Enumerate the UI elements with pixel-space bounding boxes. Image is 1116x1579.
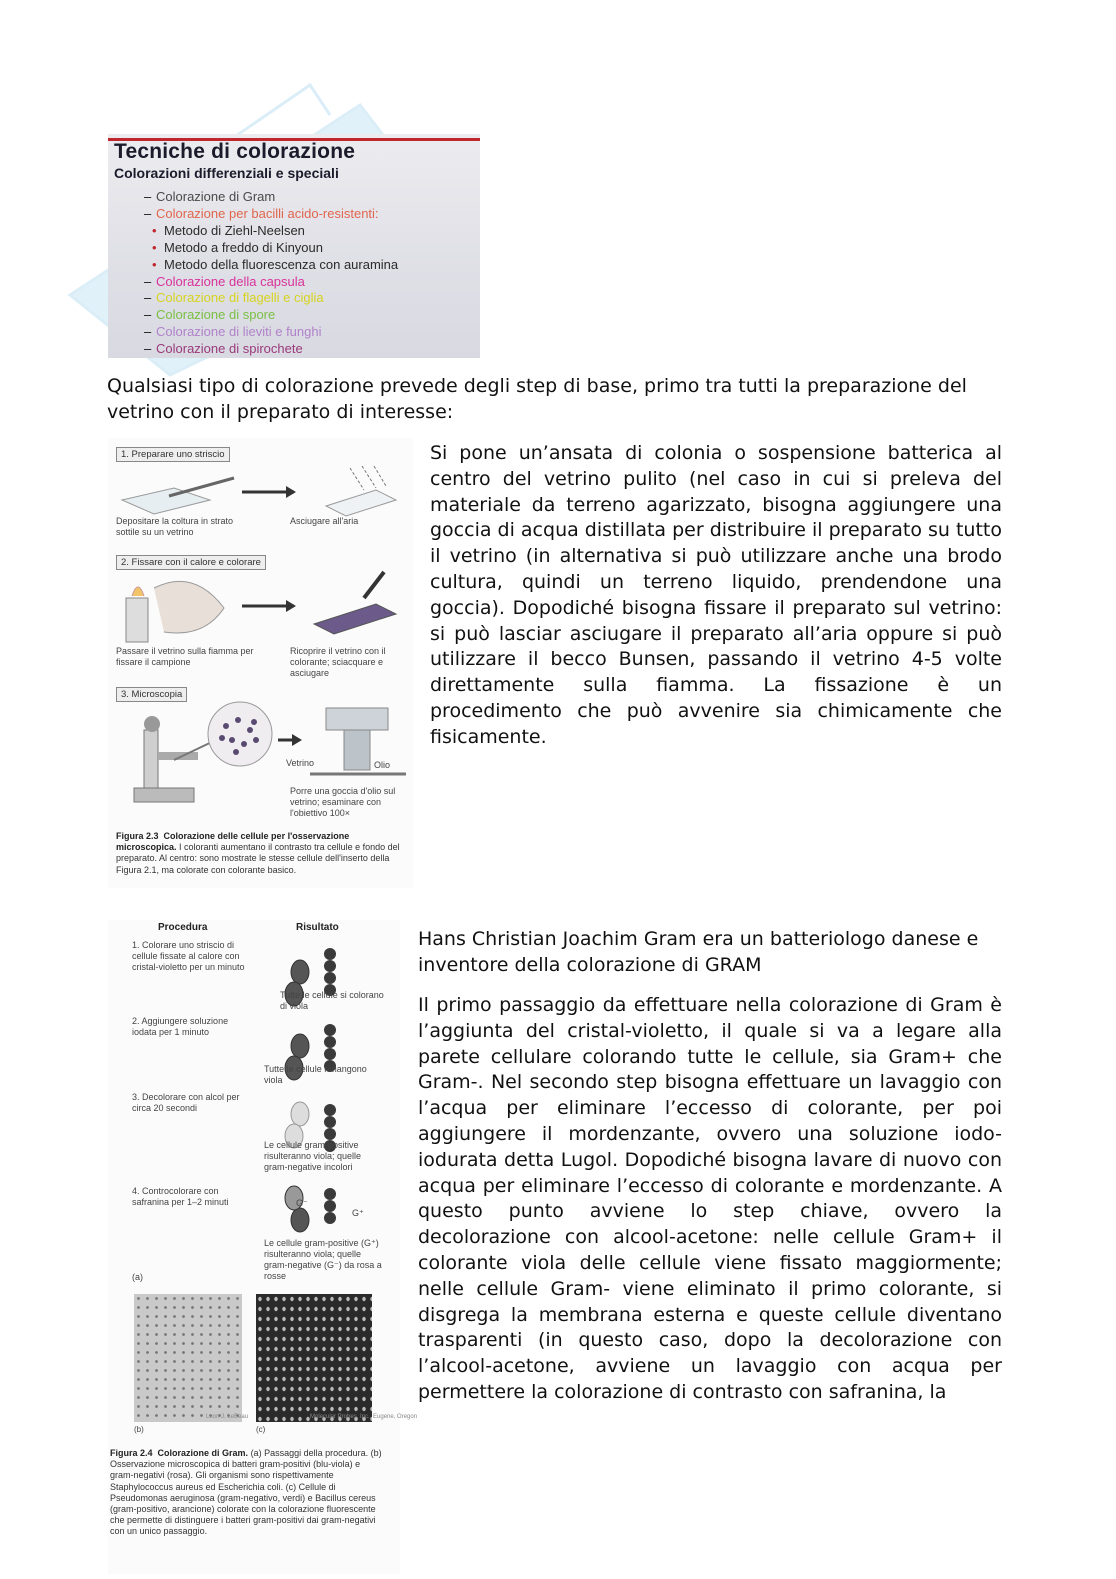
paragraph-gram-procedure: Il primo passaggio da effettuare nella colorazione di Gram è l’aggiunta del cristal-violetto, il quale si va a legare alla parete cellulare colorando tutte le cellule, sia Gram+ che Gram-. Nel secondo step bisogna effettuare un lavaggio con l’acqua per eliminare l’eccesso di colorante, per poi aggiungere il mordenzante, ovvero una soluzione iodo-iodurata detta Lugol. Dopodiché bisogna lavare di nuovo con acqua per eliminare l’eccesso di colorante e mordenzante. A questo punto avviene lo step chiave, ovvero la decolorazione con alcool-acetone: nelle cellule Gram+ il colorante viola delle cellule viene fissato maggiormente; nelle cellule Gram- viene eliminato il primo colorante, si disgrega la membrana esterna e queste cellule diventano trasparenti (in questo caso, dopo la decolorazione con l’alcool-acetone, avviene un lavaggio con acqua per permettere la colorazione di contrasto con safranina, la (418, 994, 1002, 1403)
procedure-step: 1. Colorare uno striscio di cellule fissate al calore con cristal-violetto per un minuto (132, 940, 245, 972)
slide-subtitle: Colorazioni differenziali e speciali (114, 165, 339, 181)
slide-item: – Colorazione per bacilli acido-resistenti: (144, 205, 379, 221)
slide-item: • Metodo a freddo di Kinyoun (152, 239, 323, 255)
micrograph-c (256, 1294, 372, 1422)
intro-paragraph: Qualsiasi tipo di colorazione prevede degli step di base, primo tra tutti la preparazione del vetrino con il preparato di interesse: (107, 375, 967, 423)
slide-image (108, 134, 480, 358)
figure-caption: Figura 2.3 Colorazione delle cellule per l'osservazione microscopica. I coloranti aumentano il contrasto tra cellule e fondo del preparato. Al centro: sono mostrate le stesse cellule dell'inserto della Figura 2.1, ma colorate con colorante basico. (116, 831, 400, 875)
procedure-step: 2. Aggiungere soluzione iodata per 1 minuto (132, 1016, 229, 1037)
result-text: Tutte le cellule si colorano di viola (280, 990, 384, 1011)
procedure-step: 4. Controcolorare con safranina per 1–2 minuti (132, 1186, 229, 1207)
step-tag: 3. Microscopia (116, 687, 187, 702)
figure-2-4: Procedura Risultato 1. Colorare uno striscio di cellule fissate al calore con cristal-violetto per un minuto 2. Aggiungere soluzione iodata per 1 minuto 3. Decolorare con alcol per circa 20 secondi 4. Controcolorare con safranina per 1–2 minuti G⁻ G⁺ Tutte le cellule si colorano di viola Tutte le cellule rimangono viola Le cellule gram-positive risulteranno viola; quelle gram-negative incolori Le cellule gram-positive (G⁺) risulteranno viola; quelle gram-negative (G⁻) da rosa a rosse (a) (b) (c) Leon J. LeBeau Molecular Probes, Inc., Eugene, Oregon Figura 2.4 Colorazione di Gram. (a) Passaggi della procedura. (b) Osservazione microscopica di batteri gram-positivi (blu-viola) e gram-negativi (rosa). Gli organismi sono rispettivamente Staphylococcus aureus ed Escherichia coli. (c) Cellule di Pseudomonas aeruginosa (gram-negativo, verdi) e Bacillus cereus (gram-positivo, arancione) colorate con la colorazione fluorescente che permette di distinguere i batteri gram-positivi dai gram-negativi con un unico passaggio. (108, 920, 400, 1574)
smear-illustration (114, 460, 404, 522)
heat-fix-illustration (114, 568, 404, 648)
slide-item: – Colorazione di lieviti e funghi (144, 324, 322, 340)
slide-item: – Colorazione di spore (144, 307, 276, 323)
gram-cells-diagram (284, 938, 364, 1238)
gram-intro-paragraph: Hans Christian Joachim Gram era un batteriologo danese e inventore della colorazione di GRAM (418, 928, 979, 976)
micrograph-b (134, 1294, 242, 1422)
slide-item: • Metodo di Ziehl-Neelsen (152, 222, 305, 238)
figure-caption: Figura 2.4 Colorazione di Gram. (a) Passaggi della procedura. (b) Osservazione microscopica di batteri gram-positivi (blu-viola) e gram-negativi (rosa). Gli organismi sono rispettivamente Staphylococcus aureus ed Escherichia coli. (c) Cellule di Pseudomonas aeruginosa (gram-negativo, verdi) e Bacillus cereus (gram-positivo, arancione) colorate con la colorazione fluorescente che permette di distinguere i batteri gram-positivi dai gram-negativi con un unico passaggio. (110, 1448, 382, 1537)
step-tag: 2. Fissare con il calore e colorare (116, 555, 266, 570)
result-text: Tutte le cellule rimangono viola (264, 1064, 367, 1085)
slide-item: – Colorazione di flagelli e ciglia (144, 290, 324, 306)
slide-item: • Metodo della fluorescenza con auramina (152, 256, 399, 272)
slide-list (144, 189, 398, 358)
procedure-step: 3. Decolorare con alcol per circa 20 secondi (132, 1092, 240, 1113)
slide-item: – Colorazione di spirochete (144, 341, 303, 357)
slide-item: – Colorazione della capsula (144, 273, 305, 289)
figure-2-3: 1. Preparare uno striscio Depositare la coltura in strato sottile su un vetrino Asciugare all'aria 2. Fissare con il calore e colorare Passare il vetrino sulla fiamma per fissare il campione Ricoprire il vetrino con il colorante; sciacquare e asciugare 3. Microscopia Vetrino Olio Porre una goccia d'olio sul vetrino; esaminare con l'obiettivo 100× Figura 2.3 Colorazione delle cellule per l'osservazione microscopica. I coloranti aumentano il contrasto tra cellule e fondo del preparato. Al centro: sono mostrate le stesse cellule dell'inserto della Figura 2.1, ma colorate con colorante basico. (108, 438, 413, 888)
step-tag: 1. Preparare uno striscio (116, 447, 230, 462)
slide-title: Tecniche di colorazione (114, 140, 356, 163)
result-text: Le cellule gram-positive risulteranno viola; quelle gram-negative incolori (264, 1140, 362, 1172)
slide-item: – Colorazione di Gram (144, 189, 276, 204)
result-text: Le cellule gram-positive (G⁺) risulteranno viola; quelle gram-negative (G⁻) da rosa a rosse (264, 1238, 382, 1281)
paragraph-preparation: Si pone un’ansata di colonia o sospensione batterica al centro del vetrino pulito (nel caso in cui si preleva del materiale da terreno agarizzato, bisogna aggiungere una goccia di acqua distillata per distribuire il preparato su tutto il vetrino (in alternativa si può utilizzare anche una brodo cultura, quindi un terreno liquido, prendendone una goccia). Dopodiché bisogna fissare il preparato sul vetrino: si può lasciar asciugare il preparato all’aria oppure si può utilizzare il becco Bunsen, passando il vetrino 4-5 volte direttamente sulla fiamma. La fissazione è un procedimento che può avvenire sia chimicamente che fisicamente. (430, 442, 1002, 748)
